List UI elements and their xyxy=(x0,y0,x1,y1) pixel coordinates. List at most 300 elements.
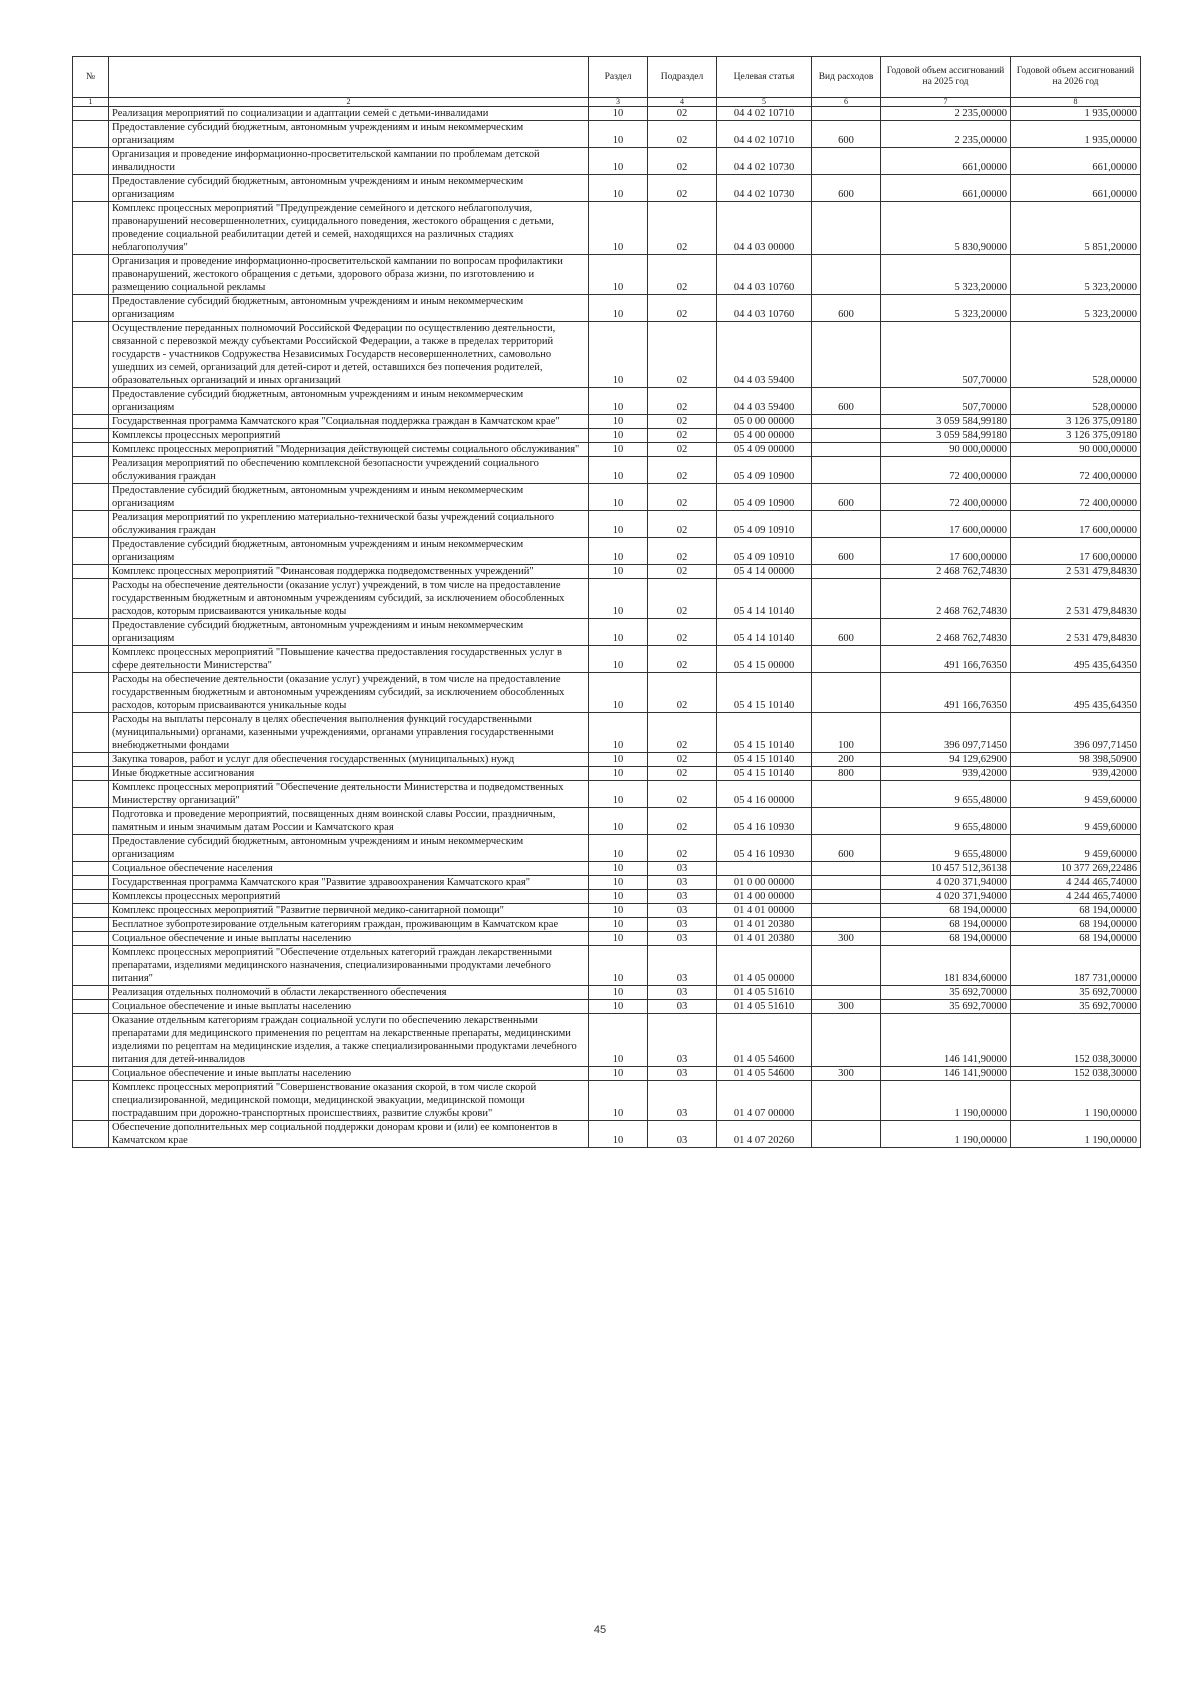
row-target-article-cell: 05 4 15 10140 xyxy=(717,713,812,753)
row-year2-cell: 2 531 479,84830 xyxy=(1011,579,1141,619)
row-number-cell xyxy=(73,443,109,457)
row-target-article-cell: 04 4 03 00000 xyxy=(717,202,812,255)
row-year1-cell: 5 830,90000 xyxy=(881,202,1011,255)
row-year1-cell: 10 457 512,36138 xyxy=(881,862,1011,876)
row-year1-cell: 68 194,00000 xyxy=(881,904,1011,918)
row-name-cell: Оказание отдельным категориям граждан социальной услуги по обеспечению лекарственными препаратами для медицинского применения по рецептам на лекарственные препараты, медицинскими изделиями по рецептам на медицинские изделия, а также специализированными продуктами лечебного питания для детей-инвалидов xyxy=(109,1014,589,1067)
row-name-cell: Предоставление субсидий бюджетным, автономным учреждениям и иным некоммерческим организациям xyxy=(109,175,589,202)
row-year2-cell: 17 600,00000 xyxy=(1011,538,1141,565)
row-number-cell xyxy=(73,429,109,443)
row-name-cell: Предоставление субсидий бюджетным, автономным учреждениям и иным некоммерческим организациям xyxy=(109,295,589,322)
row-number-cell xyxy=(73,388,109,415)
row-number-cell xyxy=(73,1067,109,1081)
row-expense-type-cell: 800 xyxy=(812,767,881,781)
row-subsection-cell: 03 xyxy=(648,1014,717,1067)
table-row xyxy=(73,753,1141,767)
table-row xyxy=(73,295,1141,322)
table-row xyxy=(73,946,1141,986)
row-year1-cell: 661,00000 xyxy=(881,175,1011,202)
row-year1-cell: 2 468 762,74830 xyxy=(881,565,1011,579)
row-year1-cell: 4 020 371,94000 xyxy=(881,876,1011,890)
row-target-article-cell: 01 4 07 20260 xyxy=(717,1121,812,1148)
row-section-cell: 10 xyxy=(589,388,648,415)
row-section-cell: 10 xyxy=(589,107,648,121)
row-section-cell: 10 xyxy=(589,322,648,388)
row-expense-type-cell xyxy=(812,781,881,808)
page-number: 45 xyxy=(593,1624,607,1636)
table-row xyxy=(73,565,1141,579)
row-section-cell: 10 xyxy=(589,713,648,753)
row-target-article-cell: 04 4 03 10760 xyxy=(717,295,812,322)
row-name-cell: Организация и проведение информационно-просветительской кампании по вопросам профилактики правонарушений, жестокого обращения с детьми, здорового образа жизни, по изготовлению и размещению социальной рекламы xyxy=(109,255,589,295)
row-year2-cell: 35 692,70000 xyxy=(1011,986,1141,1000)
header-number: 5 xyxy=(717,98,812,107)
row-year2-cell: 9 459,60000 xyxy=(1011,781,1141,808)
row-year2-cell: 90 000,00000 xyxy=(1011,443,1141,457)
row-number-cell xyxy=(73,673,109,713)
row-subsection-cell: 02 xyxy=(648,415,717,429)
row-year1-cell: 94 129,62900 xyxy=(881,753,1011,767)
row-number-cell xyxy=(73,579,109,619)
row-subsection-cell: 02 xyxy=(648,835,717,862)
row-name-cell: Комплексы процессных мероприятий xyxy=(109,429,589,443)
row-expense-type-cell xyxy=(812,918,881,932)
row-year2-cell: 528,00000 xyxy=(1011,388,1141,415)
row-year1-cell: 2 235,00000 xyxy=(881,107,1011,121)
row-target-article-cell: 05 4 16 10930 xyxy=(717,808,812,835)
row-subsection-cell: 02 xyxy=(648,484,717,511)
header-number: 3 xyxy=(589,98,648,107)
row-number-cell xyxy=(73,646,109,673)
row-target-article-cell: 05 4 16 00000 xyxy=(717,781,812,808)
row-year1-cell: 9 655,48000 xyxy=(881,781,1011,808)
row-subsection-cell: 02 xyxy=(648,579,717,619)
row-target-article-cell: 01 4 05 54600 xyxy=(717,1067,812,1081)
table-row xyxy=(73,511,1141,538)
row-number-cell xyxy=(73,904,109,918)
row-target-article-cell: 05 4 16 10930 xyxy=(717,835,812,862)
table-row xyxy=(73,202,1141,255)
row-section-cell: 10 xyxy=(589,484,648,511)
row-year1-cell: 491 166,76350 xyxy=(881,673,1011,713)
row-subsection-cell: 02 xyxy=(648,295,717,322)
table-row xyxy=(73,538,1141,565)
row-year2-cell: 5 851,20000 xyxy=(1011,202,1141,255)
row-target-article-cell: 05 4 09 00000 xyxy=(717,443,812,457)
row-number-cell xyxy=(73,1121,109,1148)
row-target-article-cell: 05 4 09 10910 xyxy=(717,511,812,538)
row-name-cell: Комплекс процессных мероприятий "Совершенствование оказания скорой, в том числе скорой специализированной, медицинской помощи, медицинской эвакуации, медицинской помощи пострадавшим при дорожно-транспортных происшествиях, развитие службы крови" xyxy=(109,1081,589,1121)
row-number-cell xyxy=(73,753,109,767)
row-year2-cell: 68 194,00000 xyxy=(1011,904,1141,918)
row-target-article-cell: 01 0 00 00000 xyxy=(717,876,812,890)
row-name-cell: Предоставление субсидий бюджетным, автономным учреждениям и иным некоммерческим организациям xyxy=(109,619,589,646)
row-year1-cell: 72 400,00000 xyxy=(881,457,1011,484)
row-year2-cell: 68 194,00000 xyxy=(1011,932,1141,946)
row-target-article-cell: 05 4 09 10910 xyxy=(717,538,812,565)
row-name-cell: Реализация мероприятий по укреплению материально-технической базы учреждений социального обслуживания граждан xyxy=(109,511,589,538)
row-number-cell xyxy=(73,322,109,388)
row-number-cell xyxy=(73,1014,109,1067)
header-number: 4 xyxy=(648,98,717,107)
row-year2-cell: 1 190,00000 xyxy=(1011,1121,1141,1148)
row-year1-cell: 17 600,00000 xyxy=(881,511,1011,538)
row-year1-cell: 507,70000 xyxy=(881,322,1011,388)
row-number-cell xyxy=(73,295,109,322)
row-name-cell: Реализация отдельных полномочий в области лекарственного обеспечения xyxy=(109,986,589,1000)
header-numbers-row xyxy=(73,98,1141,107)
row-subsection-cell: 02 xyxy=(648,673,717,713)
row-expense-type-cell: 600 xyxy=(812,175,881,202)
row-target-article-cell: 05 4 15 10140 xyxy=(717,753,812,767)
row-subsection-cell: 03 xyxy=(648,1067,717,1081)
row-target-article-cell: 04 4 03 10760 xyxy=(717,255,812,295)
row-number-cell xyxy=(73,511,109,538)
header-number: 6 xyxy=(812,98,881,107)
row-section-cell: 10 xyxy=(589,946,648,986)
row-expense-type-cell xyxy=(812,1014,881,1067)
row-name-cell: Государственная программа Камчатского края "Социальная поддержка граждан в Камчатском крае" xyxy=(109,415,589,429)
row-target-article-cell: 05 4 09 10900 xyxy=(717,457,812,484)
row-year2-cell: 9 459,60000 xyxy=(1011,808,1141,835)
row-expense-type-cell xyxy=(812,511,881,538)
row-expense-type-cell xyxy=(812,890,881,904)
row-expense-type-cell: 600 xyxy=(812,295,881,322)
row-year1-cell: 1 190,00000 xyxy=(881,1121,1011,1148)
row-expense-type-cell xyxy=(812,946,881,986)
table-row xyxy=(73,484,1141,511)
table-row xyxy=(73,1000,1141,1014)
table-row xyxy=(73,646,1141,673)
row-number-cell xyxy=(73,121,109,148)
row-target-article-cell: 04 4 02 10730 xyxy=(717,148,812,175)
row-year2-cell: 9 459,60000 xyxy=(1011,835,1141,862)
row-subsection-cell: 02 xyxy=(648,646,717,673)
row-expense-type-cell: 600 xyxy=(812,619,881,646)
row-year1-cell: 35 692,70000 xyxy=(881,986,1011,1000)
table-row xyxy=(73,415,1141,429)
row-section-cell: 10 xyxy=(589,255,648,295)
row-name-cell: Подготовка и проведение мероприятий, посвященных дням воинской славы России, праздничным, памятным и иным значимым датам России и Камчатского края xyxy=(109,808,589,835)
row-number-cell xyxy=(73,175,109,202)
row-target-article-cell: 04 4 02 10710 xyxy=(717,107,812,121)
header-name xyxy=(109,57,589,98)
row-section-cell: 10 xyxy=(589,1067,648,1081)
row-subsection-cell: 03 xyxy=(648,932,717,946)
row-year2-cell: 68 194,00000 xyxy=(1011,918,1141,932)
row-year1-cell: 5 323,20000 xyxy=(881,295,1011,322)
header-year2: Годовой объем ассигнований на 2026 год xyxy=(1011,57,1141,98)
row-target-article-cell: 01 4 00 00000 xyxy=(717,890,812,904)
row-name-cell: Закупка товаров, работ и услуг для обеспечения государственных (муниципальных) нужд xyxy=(109,753,589,767)
row-year1-cell: 146 141,90000 xyxy=(881,1014,1011,1067)
row-subsection-cell: 03 xyxy=(648,862,717,876)
table-row xyxy=(73,429,1141,443)
row-year1-cell: 90 000,00000 xyxy=(881,443,1011,457)
row-section-cell: 10 xyxy=(589,781,648,808)
row-expense-type-cell: 300 xyxy=(812,1067,881,1081)
row-subsection-cell: 02 xyxy=(648,175,717,202)
row-subsection-cell: 03 xyxy=(648,890,717,904)
table-row xyxy=(73,175,1141,202)
row-expense-type-cell xyxy=(812,322,881,388)
row-year1-cell: 68 194,00000 xyxy=(881,932,1011,946)
table-row xyxy=(73,1067,1141,1081)
row-name-cell: Организация и проведение информационно-просветительской кампании по проблемам детской инвалидности xyxy=(109,148,589,175)
row-expense-type-cell xyxy=(812,443,881,457)
row-section-cell: 10 xyxy=(589,673,648,713)
row-section-cell: 10 xyxy=(589,646,648,673)
row-year1-cell: 1 190,00000 xyxy=(881,1081,1011,1121)
row-section-cell: 10 xyxy=(589,767,648,781)
table-row xyxy=(73,890,1141,904)
row-year1-cell: 939,42000 xyxy=(881,767,1011,781)
row-name-cell: Предоставление субсидий бюджетным, автономным учреждениям и иным некоммерческим организациям xyxy=(109,121,589,148)
row-year2-cell: 152 038,30000 xyxy=(1011,1067,1141,1081)
row-section-cell: 10 xyxy=(589,511,648,538)
row-name-cell: Предоставление субсидий бюджетным, автономным учреждениям и иным некоммерческим организациям xyxy=(109,388,589,415)
row-section-cell: 10 xyxy=(589,619,648,646)
row-number-cell xyxy=(73,918,109,932)
row-expense-type-cell: 300 xyxy=(812,932,881,946)
row-year2-cell: 10 377 269,22486 xyxy=(1011,862,1141,876)
row-expense-type-cell xyxy=(812,1121,881,1148)
row-name-cell: Комплекс процессных мероприятий "Повышение качества предоставления государственных услуг в сфере деятельности Министерства" xyxy=(109,646,589,673)
row-number-cell xyxy=(73,932,109,946)
table-row xyxy=(73,107,1141,121)
header-no: № xyxy=(73,57,109,98)
table-row xyxy=(73,808,1141,835)
row-name-cell: Реализация мероприятий по социализации и адаптации семей с детьми-инвалидами xyxy=(109,107,589,121)
row-expense-type-cell xyxy=(812,457,881,484)
row-name-cell: Иные бюджетные ассигнования xyxy=(109,767,589,781)
row-subsection-cell: 02 xyxy=(648,202,717,255)
row-year2-cell: 4 244 465,74000 xyxy=(1011,890,1141,904)
row-subsection-cell: 02 xyxy=(648,619,717,646)
row-year1-cell: 5 323,20000 xyxy=(881,255,1011,295)
table-row xyxy=(73,148,1141,175)
header-section: Раздел xyxy=(589,57,648,98)
row-expense-type-cell xyxy=(812,148,881,175)
table-row xyxy=(73,767,1141,781)
row-subsection-cell: 03 xyxy=(648,1121,717,1148)
row-target-article-cell: 01 4 05 51610 xyxy=(717,1000,812,1014)
row-name-cell: Расходы на обеспечение деятельности (оказание услуг) учреждений, в том числе на предоставление государственным бюджетным и автономным учреждениям субсидий, за исключением обособленных расходов, которым присваиваются уникальные коды xyxy=(109,673,589,713)
row-name-cell: Комплекс процессных мероприятий "Развитие первичной медико-санитарной помощи" xyxy=(109,904,589,918)
row-name-cell: Комплекс процессных мероприятий "Финансовая поддержка подведомственных учреждений" xyxy=(109,565,589,579)
header-year1: Годовой объем ассигнований на 2025 год xyxy=(881,57,1011,98)
table-row xyxy=(73,121,1141,148)
row-number-cell xyxy=(73,986,109,1000)
row-year1-cell: 2 468 762,74830 xyxy=(881,579,1011,619)
row-year2-cell: 495 435,64350 xyxy=(1011,673,1141,713)
row-year2-cell: 495 435,64350 xyxy=(1011,646,1141,673)
row-year1-cell: 17 600,00000 xyxy=(881,538,1011,565)
row-number-cell xyxy=(73,946,109,986)
row-subsection-cell: 03 xyxy=(648,904,717,918)
row-target-article-cell: 05 4 15 00000 xyxy=(717,646,812,673)
row-expense-type-cell xyxy=(812,862,881,876)
row-section-cell: 10 xyxy=(589,415,648,429)
table-row xyxy=(73,619,1141,646)
row-year2-cell: 98 398,50900 xyxy=(1011,753,1141,767)
row-expense-type-cell xyxy=(812,579,881,619)
header-expense-type: Вид расходов xyxy=(812,57,881,98)
row-year2-cell: 1 935,00000 xyxy=(1011,121,1141,148)
row-target-article-cell: 05 4 00 00000 xyxy=(717,429,812,443)
row-number-cell xyxy=(73,713,109,753)
row-subsection-cell: 03 xyxy=(648,1081,717,1121)
row-name-cell: Предоставление субсидий бюджетным, автономным учреждениям и иным некоммерческим организациям xyxy=(109,538,589,565)
row-name-cell: Комплекс процессных мероприятий "Обеспечение деятельности Министерства и подведомственных Министерству организаций" xyxy=(109,781,589,808)
row-target-article-cell: 04 4 03 59400 xyxy=(717,388,812,415)
row-year2-cell: 17 600,00000 xyxy=(1011,511,1141,538)
row-subsection-cell: 02 xyxy=(648,457,717,484)
row-section-cell: 10 xyxy=(589,904,648,918)
row-target-article-cell: 01 4 05 51610 xyxy=(717,986,812,1000)
row-year2-cell: 528,00000 xyxy=(1011,322,1141,388)
row-name-cell: Бесплатное зубопротезирование отдельным категориям граждан, проживающим в Камчатском крае xyxy=(109,918,589,932)
row-section-cell: 10 xyxy=(589,295,648,322)
budget-table xyxy=(72,56,1141,1148)
row-subsection-cell: 02 xyxy=(648,322,717,388)
row-year1-cell: 2 468 762,74830 xyxy=(881,619,1011,646)
row-expense-type-cell xyxy=(812,202,881,255)
row-expense-type-cell xyxy=(812,904,881,918)
row-section-cell: 10 xyxy=(589,579,648,619)
row-section-cell: 10 xyxy=(589,753,648,767)
row-year1-cell: 3 059 584,99180 xyxy=(881,415,1011,429)
row-section-cell: 10 xyxy=(589,148,648,175)
row-year2-cell: 5 323,20000 xyxy=(1011,295,1141,322)
budget-sheet xyxy=(72,56,1137,1148)
row-expense-type-cell: 600 xyxy=(812,388,881,415)
row-expense-type-cell: 300 xyxy=(812,1000,881,1014)
row-number-cell xyxy=(73,1081,109,1121)
row-year1-cell: 507,70000 xyxy=(881,388,1011,415)
row-target-article-cell: 05 0 00 00000 xyxy=(717,415,812,429)
row-name-cell: Предоставление субсидий бюджетным, автономным учреждениям и иным некоммерческим организациям xyxy=(109,835,589,862)
row-expense-type-cell xyxy=(812,415,881,429)
row-section-cell: 10 xyxy=(589,457,648,484)
row-subsection-cell: 03 xyxy=(648,1000,717,1014)
row-expense-type-cell: 600 xyxy=(812,538,881,565)
table-body xyxy=(73,107,1141,1148)
row-section-cell: 10 xyxy=(589,808,648,835)
row-subsection-cell: 03 xyxy=(648,876,717,890)
row-number-cell xyxy=(73,862,109,876)
row-number-cell xyxy=(73,255,109,295)
row-number-cell xyxy=(73,202,109,255)
row-year1-cell: 491 166,76350 xyxy=(881,646,1011,673)
row-number-cell xyxy=(73,619,109,646)
row-subsection-cell: 02 xyxy=(648,511,717,538)
row-section-cell: 10 xyxy=(589,175,648,202)
row-subsection-cell: 03 xyxy=(648,946,717,986)
header-number: 8 xyxy=(1011,98,1141,107)
row-year2-cell: 2 531 479,84830 xyxy=(1011,619,1141,646)
row-number-cell xyxy=(73,781,109,808)
row-year1-cell: 72 400,00000 xyxy=(881,484,1011,511)
row-subsection-cell: 02 xyxy=(648,713,717,753)
row-year2-cell: 5 323,20000 xyxy=(1011,255,1141,295)
row-target-article-cell: 01 4 01 20380 xyxy=(717,918,812,932)
row-target-article-cell: 01 4 07 00000 xyxy=(717,1081,812,1121)
row-section-cell: 10 xyxy=(589,862,648,876)
row-expense-type-cell xyxy=(812,565,881,579)
table-row xyxy=(73,713,1141,753)
row-year2-cell: 3 126 375,09180 xyxy=(1011,415,1141,429)
row-name-cell: Комплексы процессных мероприятий xyxy=(109,890,589,904)
row-subsection-cell: 02 xyxy=(648,781,717,808)
row-target-article-cell xyxy=(717,862,812,876)
row-section-cell: 10 xyxy=(589,202,648,255)
row-section-cell: 10 xyxy=(589,1121,648,1148)
row-year1-cell: 35 692,70000 xyxy=(881,1000,1011,1014)
row-target-article-cell: 05 4 15 10140 xyxy=(717,767,812,781)
row-target-article-cell: 05 4 14 10140 xyxy=(717,619,812,646)
table-row xyxy=(73,673,1141,713)
row-subsection-cell: 03 xyxy=(648,918,717,932)
table-row xyxy=(73,1121,1141,1148)
table-row xyxy=(73,1081,1141,1121)
row-name-cell: Социальное обеспечение и иные выплаты населению xyxy=(109,1067,589,1081)
row-number-cell xyxy=(73,107,109,121)
row-name-cell: Комплекс процессных мероприятий "Предупреждение семейного и детского неблагополучия, правонарушений несовершеннолетних, суицидального поведения, жестокого обращения с детьми, проведение социальной реабилитации детей и семей, находящихся на различных стадиях неблагополучия" xyxy=(109,202,589,255)
row-name-cell: Расходы на выплаты персоналу в целях обеспечения выполнения функций государственными (муниципальными) органами, казенными учреждениями, органами управления государственными внебюджетными фондами xyxy=(109,713,589,753)
header-number: 7 xyxy=(881,98,1011,107)
row-subsection-cell: 02 xyxy=(648,148,717,175)
row-subsection-cell: 02 xyxy=(648,808,717,835)
row-number-cell xyxy=(73,415,109,429)
row-year1-cell: 2 235,00000 xyxy=(881,121,1011,148)
row-year2-cell: 152 038,30000 xyxy=(1011,1014,1141,1067)
row-year2-cell: 4 244 465,74000 xyxy=(1011,876,1141,890)
row-year2-cell: 939,42000 xyxy=(1011,767,1141,781)
row-name-cell: Осуществление переданных полномочий Российской Федерации по осуществлению деятельности, связанной с перевозкой между субъектами Российской Федерации, а также в пределах территорий государств - участников Содружества Независимых Государств несовершеннолетних, самовольно ушедших из семей, организаций для детей-сирот и детей, оставшихся без попечения родителей, образовательных организаций и иных организаций xyxy=(109,322,589,388)
row-number-cell xyxy=(73,565,109,579)
table-row xyxy=(73,579,1141,619)
header-target-article: Целевая статья xyxy=(717,57,812,98)
row-year1-cell: 181 834,60000 xyxy=(881,946,1011,986)
table-row xyxy=(73,918,1141,932)
row-subsection-cell: 02 xyxy=(648,538,717,565)
row-section-cell: 10 xyxy=(589,429,648,443)
row-target-article-cell: 01 4 05 00000 xyxy=(717,946,812,986)
row-year2-cell: 2 531 479,84830 xyxy=(1011,565,1141,579)
row-target-article-cell: 01 4 01 20380 xyxy=(717,932,812,946)
row-section-cell: 10 xyxy=(589,932,648,946)
header-number: 1 xyxy=(73,98,109,107)
table-row xyxy=(73,388,1141,415)
row-section-cell: 10 xyxy=(589,918,648,932)
row-number-cell xyxy=(73,808,109,835)
row-target-article-cell: 01 4 01 00000 xyxy=(717,904,812,918)
row-target-article-cell: 05 4 14 10140 xyxy=(717,579,812,619)
row-expense-type-cell: 600 xyxy=(812,484,881,511)
row-name-cell: Расходы на обеспечение деятельности (оказание услуг) учреждений, в том числе на предоставление государственным бюджетным и автономным учреждениям субсидий, за исключением обособленных расходов, которым присваиваются уникальные коды xyxy=(109,579,589,619)
table-row xyxy=(73,862,1141,876)
header-number: 2 xyxy=(109,98,589,107)
row-expense-type-cell: 600 xyxy=(812,835,881,862)
row-name-cell: Социальное обеспечение населения xyxy=(109,862,589,876)
table-row xyxy=(73,255,1141,295)
header-row xyxy=(73,57,1141,98)
row-target-article-cell: 05 4 14 00000 xyxy=(717,565,812,579)
row-number-cell xyxy=(73,835,109,862)
table-row xyxy=(73,932,1141,946)
row-year2-cell: 661,00000 xyxy=(1011,175,1141,202)
